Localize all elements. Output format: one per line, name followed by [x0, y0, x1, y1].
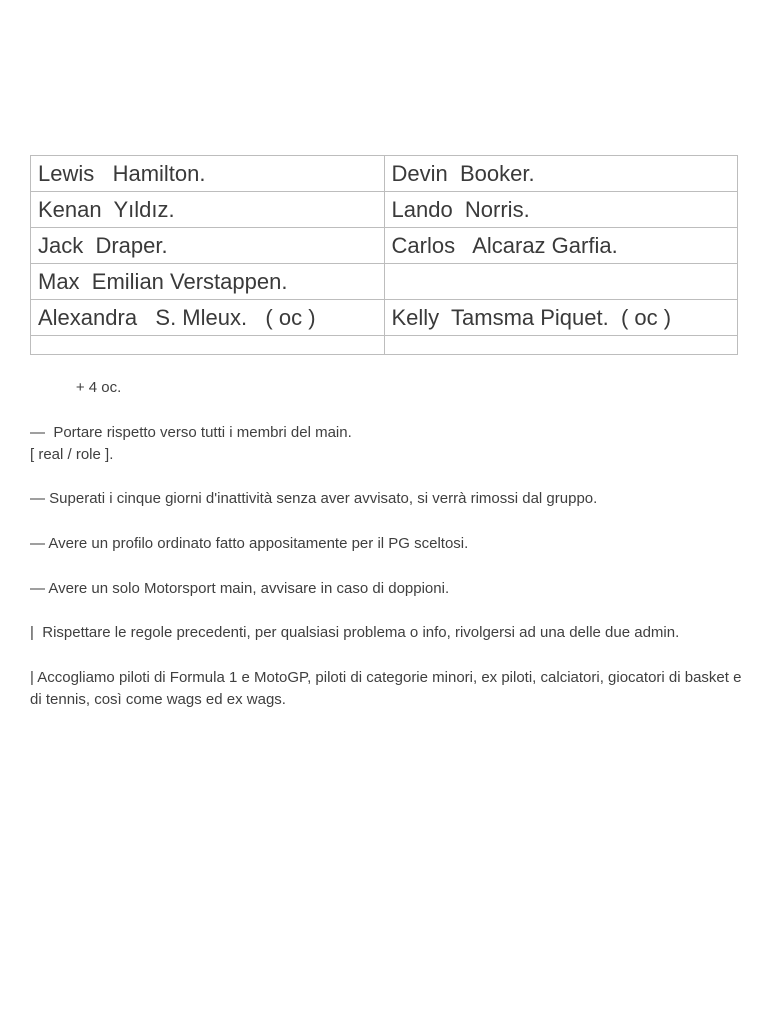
rule-single-main-text: — Avere un solo Motorsport main, avvisare in caso di doppioni.: [30, 579, 450, 597]
spacer: [30, 645, 742, 667]
rule-admins-text: | Rispettare le regole precedenti, per qualsiasi problema o info, rivolgersi ad una delle due admin.: [30, 624, 680, 642]
table-row: [31, 264, 738, 300]
roster-cell: Lando Norris.: [384, 192, 738, 228]
rule-profile-text: — Avere un profilo ordinato fatto appositamente per il PG sceltosi.: [30, 535, 469, 553]
roster-cell: Kenan Yıldız.: [31, 192, 385, 228]
spacer: [30, 399, 742, 421]
rule-inactivity-text: — Superati i cinque giorni d'inattività senza aver avvisato, si verrà rimossi dal gruppo.: [30, 490, 598, 508]
roster-cell: Carlos Alcaraz Garfia.: [384, 228, 738, 264]
roster-table: [30, 155, 738, 355]
rules-section: [30, 377, 746, 711]
spacer: [30, 511, 742, 533]
table-row: [31, 336, 738, 355]
spacer: [30, 466, 742, 488]
roster-cell: Alexandra S. Mleux. ( oc ): [31, 300, 385, 336]
rule-accepted-text: | Accogliamo piloti di Formula 1 e MotoGP, piloti di categorie minori, ex piloti, calciatori, giocatori di basket e di tennis, così come wags ed ex wags.: [30, 668, 746, 709]
roster-cell: [384, 264, 738, 300]
table-row: [31, 300, 738, 336]
roster-cell: Jack Draper.: [31, 228, 385, 264]
spacer: [30, 555, 742, 577]
roster-cell: Kelly Tamsma Piquet. ( oc ): [384, 300, 738, 336]
rule-respect-text: — Portare rispetto verso tutti i membri del main.: [30, 423, 352, 441]
rule-respect-subtext: [ real / role ].: [30, 445, 114, 463]
roster-cell: [384, 336, 738, 355]
table-row: [31, 228, 738, 264]
oc-count-text: + 4 oc.: [30, 379, 122, 396]
table-row: [31, 156, 738, 192]
roster-cell: Devin Booker.: [384, 156, 738, 192]
roster-cell: Max Emilian Verstappen.: [31, 264, 385, 300]
roster-cell: Lewis Hamilton.: [31, 156, 385, 192]
table-row: [31, 192, 738, 228]
spacer: [30, 600, 742, 622]
roster-cell: [31, 336, 385, 355]
